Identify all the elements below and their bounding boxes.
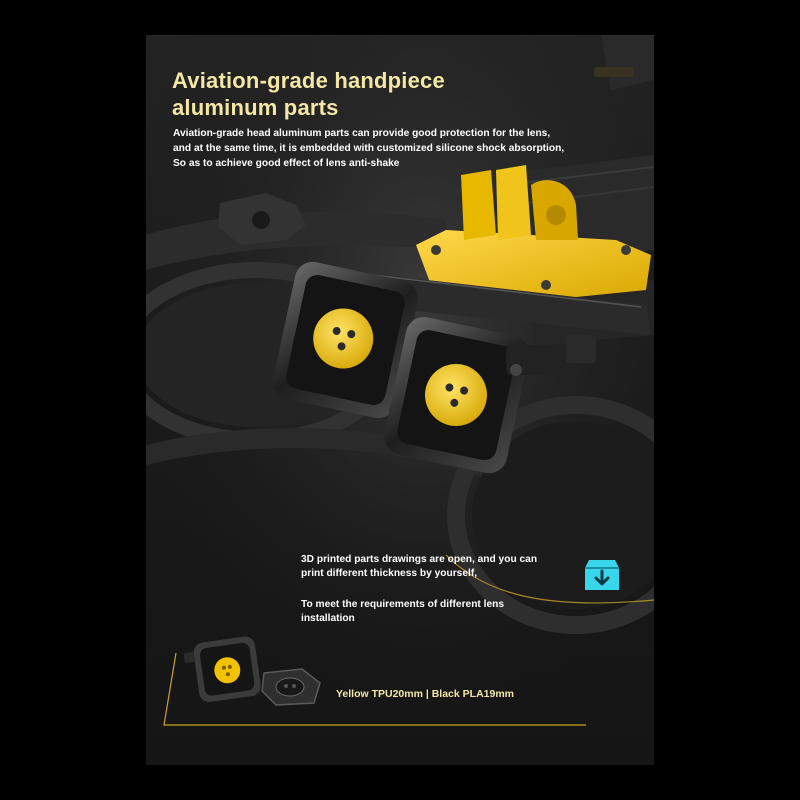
download-box-icon	[583, 556, 621, 594]
description-line-3: So as to achieve good effect of lens anti-shake	[173, 158, 400, 169]
print-note	[301, 553, 591, 626]
description	[173, 126, 633, 171]
print-note-line-4: installation	[301, 613, 355, 624]
product-poster	[146, 35, 654, 765]
description-line-1: Aviation-grade head aluminum parts can provide good protection for the lens,	[173, 128, 551, 139]
headline-line-2: aluminum parts	[172, 95, 339, 120]
headline-line-1: Aviation-grade handpiece	[172, 68, 445, 93]
headline	[172, 67, 445, 121]
material-caption: Yellow TPU20mm | Black PLA19mm	[336, 688, 515, 700]
description-line-2: and at the same time, it is embedded with customized silicone shock absorption,	[173, 143, 565, 154]
print-note-line-1: 3D printed parts drawings are open, and you can	[301, 554, 538, 565]
print-note-line-2: print different thickness by yourself,	[301, 568, 478, 579]
parts-thumbnail	[184, 633, 329, 713]
print-note-line-3: To meet the requirements of different lens	[301, 599, 505, 610]
